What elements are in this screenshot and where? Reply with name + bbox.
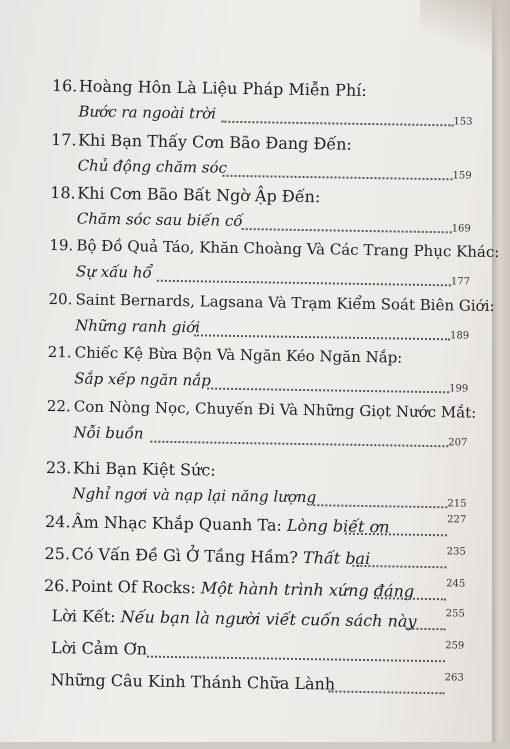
entry-title: [52, 76, 367, 100]
entry-title: [45, 512, 390, 536]
entry-subtitle: Những ranh giới: [75, 316, 201, 337]
entry-subtitle: Thất bại: [302, 548, 371, 569]
toc-entry-24: [45, 512, 465, 549]
page-number: 153: [453, 116, 473, 128]
entry-number: 22.: [46, 396, 71, 416]
entry-title: [46, 458, 216, 480]
leader-dots: [328, 690, 444, 694]
entry-title: [51, 638, 147, 659]
entry-title: [44, 544, 370, 568]
entry-title-text: Hoàng Hôn Là Liệu Pháp Miễn Phí:: [78, 76, 367, 100]
entry-subtitle: Bước ra ngoài trời: [78, 102, 217, 123]
entry-number: 26.: [43, 575, 70, 596]
entry-title-text: Những Câu Kinh Thánh Chữa Lành: [50, 670, 336, 694]
entry-title-text: Point Of Rocks:: [70, 576, 196, 598]
entry-subtitle: Chăm sóc sau biến cố: [76, 209, 243, 231]
entry-subtitle: Nghỉ ngơi và nạp lại năng lượng: [72, 484, 317, 507]
page-number: 189: [449, 330, 470, 342]
entry-subtitle: Lòng biết ơn: [286, 515, 390, 537]
leader-dots: [221, 121, 453, 127]
entry-title-text: Khi Bạn Thấy Cơn Bão Đang Đến:: [77, 130, 353, 154]
page-number: 263: [444, 672, 464, 684]
entry-title-text: Lời Kết:: [51, 606, 116, 627]
toc-entry-healing-verses: [42, 670, 462, 707]
entry-number: 23.: [45, 457, 72, 478]
entry-title: [44, 576, 414, 601]
leader-dots: [147, 656, 445, 663]
toc-entry-22: [46, 396, 477, 464]
entry-title: [50, 670, 335, 693]
entry-title-text: Lời Cảm Ơn: [50, 638, 148, 659]
entry-title-text: Có Vấn Đề Gì Ở Tầng Hầm?: [71, 544, 299, 567]
entry-title-text: Chiếc Kệ Bừa Bộn Và Ngăn Kéo Ngăn Nắp:: [74, 343, 403, 367]
leader-dots: [194, 334, 450, 340]
page-number: 169: [451, 223, 471, 235]
entry-number: 20.: [48, 290, 73, 309]
entry-title-text: Khi Cơn Bão Bất Ngờ Ập Đến:: [77, 183, 321, 207]
entry-number: 19.: [49, 236, 74, 255]
entry-number: 21.: [47, 342, 72, 362]
leader-dots: [157, 280, 451, 287]
entry-title-text: Saint Bernards, Lagsana Và Trạm Kiểm Soát Biên Giới:: [75, 290, 495, 316]
leader-dots: [207, 388, 449, 394]
leader-dots: [223, 175, 453, 181]
entry-subtitle: Một hành trình xứng đáng: [200, 578, 415, 601]
entry-title: [51, 130, 352, 154]
entry-number: 18.: [50, 183, 76, 203]
page-number: 207: [448, 437, 468, 449]
entry-title-text: Con Nòng Nọc, Chuyến Đi Và Những Giọt Nước Mắt:: [73, 397, 477, 422]
page-number: 227: [447, 514, 467, 526]
entry-title: [50, 183, 320, 206]
toc-entry-25: [44, 544, 464, 581]
entry-subtitle: Chủ động chăm sóc: [77, 156, 228, 177]
page-number: 159: [452, 170, 472, 182]
leader-dots: [150, 441, 448, 448]
toc-entry-epilogue: [43, 606, 463, 643]
page-number: 259: [445, 640, 465, 652]
entry-number: 25.: [44, 543, 71, 564]
entry-number: 24.: [44, 511, 71, 532]
leader-dots: [313, 504, 447, 508]
entry-number: 16.: [51, 76, 78, 96]
page-number: 245: [446, 578, 466, 590]
page-number: 215: [447, 498, 467, 510]
entry-title-text: Khi Bạn Kiệt Sức:: [72, 458, 216, 480]
toc-entry-acknowledgements: [43, 638, 463, 675]
page-number: 255: [445, 608, 465, 620]
entry-subtitle: Nỗi buồn: [73, 423, 144, 443]
page-number: 235: [446, 546, 466, 558]
entry-subtitle: Sắp xếp ngăn nắp: [74, 369, 211, 390]
leader-dots: [242, 228, 452, 233]
entry-number: 17.: [50, 130, 77, 150]
next-page-edge: [492, 0, 510, 742]
entry-title-text: Bộ Đồ Quả Táo, Khăn Choàng Và Các Trang Phục Khác:: [76, 236, 500, 262]
entry-subtitle: Sự xấu hổ: [75, 262, 152, 282]
page-number: 199: [449, 383, 469, 395]
entry-subtitle: Nếu bạn là người viết cuốn sách này: [120, 607, 417, 631]
page-number: 177: [450, 276, 471, 288]
entry-title-text: Âm Nhạc Khắp Quanh Ta:: [71, 512, 283, 535]
